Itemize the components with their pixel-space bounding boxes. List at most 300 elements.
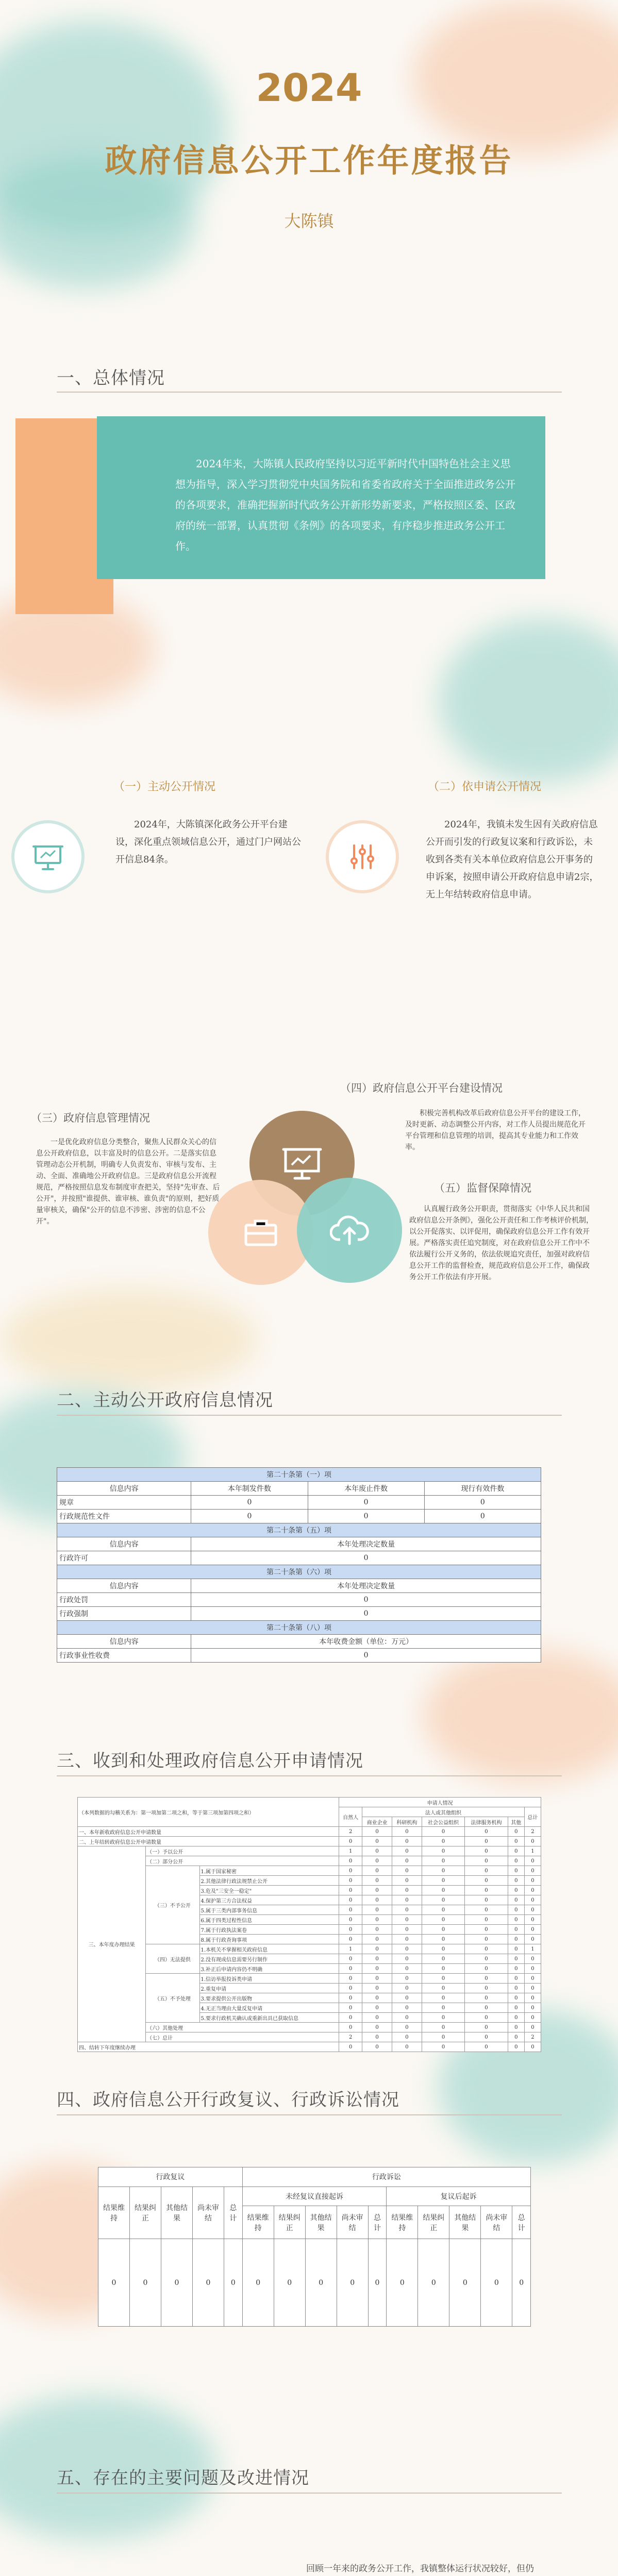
table-band: 第二十条第（一）项 <box>57 1468 541 1482</box>
table-cell: 0 <box>465 1944 508 1954</box>
table-cell: 0 <box>339 1886 362 1895</box>
table-header: 尚未审结 <box>481 2206 512 2239</box>
table-cell: 0 <box>422 1895 464 1905</box>
table-cell: 0 <box>422 1974 464 1984</box>
table-cell: 0 <box>465 1856 508 1866</box>
table-cell: 行政事业性收费 <box>57 1649 191 1663</box>
table-header: 结果纠正 <box>418 2206 449 2239</box>
table-cell: 1 <box>524 1944 541 1954</box>
section-4-title: 四、政府信息公开行政复议、行政诉讼情况 <box>57 2090 399 2110</box>
table-cell: 0 <box>422 1846 464 1856</box>
table-cell: 0 <box>422 2003 464 2013</box>
table-cell: 0 <box>308 1496 424 1510</box>
section-5-title: 五、存在的主要问题及改进情况 <box>57 2468 309 2488</box>
table-cell: 0 <box>392 1925 422 1935</box>
table-cell: 0 <box>512 2239 531 2327</box>
table-cell: 0 <box>392 1876 422 1886</box>
table-row <box>78 2032 541 2042</box>
table-cell: 0 <box>508 1984 524 1993</box>
table-cell: 0 <box>191 1593 541 1607</box>
table-band: 第二十条第（六）项 <box>57 1565 541 1579</box>
table-cell: 0 <box>508 1876 524 1886</box>
table-cell: 0 <box>424 1510 541 1523</box>
table-cell: 0 <box>392 1846 422 1856</box>
row-group-label: 三、本年度办理结果 <box>78 1846 146 2042</box>
table-header: 总计 <box>224 2187 243 2239</box>
table-header: 社会公益组织 <box>422 1817 464 1827</box>
table-cell: 行政处罚 <box>57 1593 191 1607</box>
table-cell: 0 <box>465 1846 508 1856</box>
table-header: 总计 <box>512 2206 531 2239</box>
table-cell: 1 <box>524 1846 541 1856</box>
table-cell: 0 <box>422 2032 464 2042</box>
table-cell: （七）总计 <box>146 2032 339 2042</box>
table-cell: 0 <box>465 1984 508 1993</box>
table-cell: 0 <box>422 1915 464 1925</box>
table-cell: 0 <box>465 1993 508 2003</box>
table-cell: 0 <box>465 2023 508 2032</box>
table-cell: 0 <box>524 1886 541 1895</box>
table-cell: 0 <box>508 1895 524 1905</box>
watercolor-blob <box>0 1288 258 1391</box>
table-cell: 0 <box>422 2042 464 2052</box>
table-cell: 0 <box>392 1915 422 1925</box>
table-cell: 0 <box>392 2023 422 2032</box>
table-cell: 0 <box>422 1984 464 1993</box>
table-row <box>78 1856 541 1866</box>
table-cell: 0 <box>362 1974 392 1984</box>
table-header: 总计 <box>524 1807 541 1827</box>
table-cell: （二）部分公开 <box>146 1856 339 1866</box>
table-cell: 0 <box>191 1607 541 1621</box>
report-year: 2024 <box>256 66 362 110</box>
table-cell: 0 <box>392 1984 422 1993</box>
table-cell: 一、本年新收政府信息公开申请数量 <box>78 1827 339 1837</box>
table-cell: 2.没有现成信息需要另行制作 <box>199 1954 339 1964</box>
table-cell: 0 <box>339 1954 362 1964</box>
table-cell: 0 <box>191 1510 308 1523</box>
table-header: 信息内容 <box>57 1635 191 1649</box>
table-cell: 0 <box>422 1876 464 1886</box>
layers-graphic <box>57 2571 258 2576</box>
table-cell: 1.本机关不掌握相关政府信息 <box>199 1944 339 1954</box>
problems-text: 回顾一年来的政务公开工作，我镇整体运行状况较好，但仍 <box>306 2564 534 2574</box>
table-cell: 行政许可 <box>57 1551 191 1565</box>
table-cell: 0 <box>508 2003 524 2013</box>
table-cell: 0 <box>242 2239 274 2327</box>
table-cell: 0 <box>422 1856 464 1866</box>
table-cell: 0 <box>508 1846 524 1856</box>
sub4-title: （四）政府信息公开平台建设情况 <box>340 1082 503 1094</box>
divider <box>57 1775 562 1776</box>
table-cell: 行政规范性文件 <box>57 1510 191 1523</box>
table-header: 结果维持 <box>98 2187 130 2239</box>
table-cell: 0 <box>392 1905 422 1915</box>
table-cell: 0 <box>508 1964 524 1974</box>
table-cell: 3.要求提供公开出版物 <box>199 1993 339 2003</box>
table-cell: 0 <box>465 1915 508 1925</box>
table-header: 科研机构 <box>392 1817 422 1827</box>
table-cell: 0 <box>422 1905 464 1915</box>
table-cell: 0 <box>339 2013 362 2023</box>
table-cell: 0 <box>392 1837 422 1846</box>
table-cell: 0 <box>465 2032 508 2042</box>
table-cell: 0 <box>392 1993 422 2003</box>
table-cell: 0 <box>524 1935 541 1944</box>
table-cell: 0 <box>339 2003 362 2013</box>
table-header: 申请人情况 <box>339 1798 541 1807</box>
table-cell: 1.信访举报投诉类申请 <box>199 1974 339 1984</box>
table-cell: 行政强制 <box>57 1607 191 1621</box>
table-cell: 0 <box>422 1827 464 1837</box>
table-cell: 0 <box>422 1935 464 1944</box>
table-cell: 0 <box>362 1964 392 1974</box>
table-cell: 0 <box>465 1895 508 1905</box>
table-cell: 7.属于行政执法案卷 <box>199 1925 339 1935</box>
table-cell: 0 <box>465 1876 508 1886</box>
table-cell: 0 <box>130 2239 161 2327</box>
table-cell: 5.要求行政机关确认或重新出具已获取信息 <box>199 2013 339 2023</box>
table-cell: 0 <box>368 2239 387 2327</box>
table-cell: 0 <box>387 2239 418 2327</box>
table-header: 结果维持 <box>242 2206 274 2239</box>
table-cell: 0 <box>392 1954 422 1964</box>
sub2-text: 2024年，我镇未发生因有关政府信息公开而引发的行政复议案和行政诉讼，未收到各类有关本单位政府信息公开事务的申诉案，按照申请公开政府信息申请2宗，无上年结转政府信息申请。 <box>426 819 599 900</box>
table-cell: 0 <box>524 1974 541 1984</box>
table-cell: 0 <box>362 1876 392 1886</box>
table-cell: 0 <box>508 1954 524 1964</box>
table-cell: 0 <box>508 2032 524 2042</box>
table-cell: 0 <box>339 1974 362 1984</box>
table-cell: 四、结转下年度继续办理 <box>78 2042 339 2052</box>
table-header: 本年废止件数 <box>308 1482 424 1496</box>
cloud-upload-icon <box>297 1178 402 1283</box>
table-cell: 0 <box>508 1925 524 1935</box>
sub3-title: （三）政府信息管理情况 <box>31 1112 150 1124</box>
table-cell: 0 <box>508 1935 524 1944</box>
table-header: 本年处理决定数量 <box>191 1579 541 1593</box>
table-cell: 0 <box>508 2042 524 2052</box>
table-cell: 0 <box>305 2239 337 2327</box>
table-row <box>78 1827 541 1837</box>
table-cell: 0 <box>508 1866 524 1876</box>
table-cell: 0 <box>392 1935 422 1944</box>
table-cell: 3.危及"三安全一稳定" <box>199 1886 339 1895</box>
table-cell: 0 <box>524 2023 541 2032</box>
table-cell: 0 <box>362 1866 392 1876</box>
table-cell: 6.属于四类过程性信息 <box>199 1915 339 1925</box>
table-cell: 2 <box>339 2032 362 2042</box>
sub2-title: （二）依申请公开情况 <box>428 781 542 793</box>
table-cell: 0 <box>362 1954 392 1964</box>
table-cell: 0 <box>465 2042 508 2052</box>
table-cell: 0 <box>339 1837 362 1846</box>
table-cell: 0 <box>339 1905 362 1915</box>
table-cell: 0 <box>465 1905 508 1915</box>
table-cell: 0 <box>337 2239 368 2327</box>
table-cell: 0 <box>392 1964 422 1974</box>
report-title: 政府信息公开工作年度报告 <box>105 142 513 179</box>
table-cell: 0 <box>392 1974 422 1984</box>
table-cell: 0 <box>465 1866 508 1876</box>
table-cell: 0 <box>465 2013 508 2023</box>
intro-text: 2024年来，大陈镇人民政府坚持以习近平新时代中国特色社会主义思想为指导，深入学习贯彻党中央国务院和省委省政府关于全面推进政务公开的各项要求，准确把握新时代政务公开新形势新要求，严格按照区委、区政府的统一部署，认真贯彻《条例》的各项要求，有序稳步推进政务公开工作。 <box>175 457 515 552</box>
watercolor-blob <box>438 618 618 783</box>
row-subgroup-label: （五）不予处理 <box>146 1974 199 2023</box>
table-cell: 0 <box>392 1895 422 1905</box>
table-cell: 0 <box>161 2239 193 2327</box>
table-cell: 0 <box>362 1837 392 1846</box>
table-cell: 4.保护第三方合法权益 <box>199 1895 339 1905</box>
table-cell: 0 <box>362 1905 392 1915</box>
table-cell: 0 <box>508 1974 524 1984</box>
table-cell: （一）予以公开 <box>146 1846 339 1856</box>
table-cell: 0 <box>465 1964 508 1974</box>
table-cell: 4.无正当理由大量反复申请 <box>199 2003 339 2013</box>
table-cell: 0 <box>274 2239 305 2327</box>
table-cell: 0 <box>362 1886 392 1895</box>
table-cell: 0 <box>508 1944 524 1954</box>
table-cell: 0 <box>191 1551 541 1565</box>
table-header: 复议后起诉 <box>387 2187 531 2206</box>
table-cell: 0 <box>339 1993 362 2003</box>
table-header: 法律服务机构 <box>465 1817 508 1827</box>
table-cell: 0 <box>422 1925 464 1935</box>
table-band: 第二十条第（八）项 <box>57 1621 541 1635</box>
table-cell: 0 <box>362 2003 392 2013</box>
table-row <box>78 1846 541 1856</box>
table-cell: 0 <box>524 1905 541 1915</box>
table-header: 本年处理决定数量 <box>191 1537 541 1551</box>
table-cell: 0 <box>422 1837 464 1846</box>
table-cell: 0 <box>508 2023 524 2032</box>
table-cell: 0 <box>524 1876 541 1886</box>
table-cell: 0 <box>392 2032 422 2042</box>
table-cell: 0 <box>339 2023 362 2032</box>
table-cell: 0 <box>392 1827 422 1837</box>
table-cell: 0 <box>339 1935 362 1944</box>
table-cell: 0 <box>362 2042 392 2052</box>
table-cell: 0 <box>524 1925 541 1935</box>
table-cell: 0 <box>524 1856 541 1866</box>
table-cell: 0 <box>362 2032 392 2042</box>
table-cell: 0 <box>362 2023 392 2032</box>
table-cell: 0 <box>339 1984 362 1993</box>
table-cell: 0 <box>392 2003 422 2013</box>
table-header: 其他结果 <box>449 2206 481 2239</box>
table-cell: 0 <box>524 2013 541 2023</box>
table-header: 总计 <box>368 2206 387 2239</box>
table-cell: 3.补正后申请内容仍不明确 <box>199 1964 339 1974</box>
table-cell: 0 <box>508 1993 524 2003</box>
table-cell: 0 <box>424 1496 541 1510</box>
table-header: 其他结果 <box>305 2206 337 2239</box>
table-cell: 0 <box>422 1866 464 1876</box>
table-header: 尚未审结 <box>337 2206 368 2239</box>
table-cell: 0 <box>481 2239 512 2327</box>
row-subgroup-label: （三）不予公开 <box>146 1866 199 1944</box>
table-cell: 0 <box>508 1886 524 1895</box>
table-cell: 0 <box>392 1866 422 1876</box>
table-cell: 0 <box>465 1974 508 1984</box>
table-header: 结果维持 <box>387 2206 418 2239</box>
table-cell: 0 <box>362 1925 392 1935</box>
table-cell: 0 <box>422 1944 464 1954</box>
table-cell: 0 <box>362 1935 392 1944</box>
table-row <box>78 1974 541 1984</box>
table-header: 行政诉讼 <box>242 2167 530 2187</box>
table-cell: 0 <box>339 2042 362 2052</box>
table-cell: 0 <box>339 1895 362 1905</box>
table-header: 结果纠正 <box>274 2206 305 2239</box>
table-cell: 规章 <box>57 1496 191 1510</box>
table-cell: 0 <box>98 2239 130 2327</box>
table-cell: 0 <box>524 1954 541 1964</box>
table-cell: 二、上年结转政府信息公开申请数量 <box>78 1837 339 1846</box>
table-cell: 2 <box>524 1827 541 1837</box>
table-header: 自然人 <box>339 1807 362 1827</box>
sub1-title: （一）主动公开情况 <box>113 781 216 793</box>
table-cell: 0 <box>362 1827 392 1837</box>
section-3-title: 三、收到和处理政府信息公开申请情况 <box>57 1751 363 1771</box>
table-cell: 0 <box>465 1954 508 1964</box>
table-cell: 5.属于三类内部事务信息 <box>199 1905 339 1915</box>
table-cell: 0 <box>308 1510 424 1523</box>
table-cell: 0 <box>422 2023 464 2032</box>
table-cell: 0 <box>224 2239 243 2327</box>
table-cell: 0 <box>465 1886 508 1895</box>
sub3-text: 一是优化政府信息分类整合，聚焦人民群众关心的信息公开政府信息，以丰富及时的信息公开。二是落实信息管理动态公开机制，明确专人负责发布、审核与发布、主动、全面、准确地公开政府信息。三是政府信息公开流程规范，严格按照信息发布制度审查把关，坚持"先审查、后公开"，并按照"谁提供、谁审核、谁负责"的原则，把好质量审核关，确保"公开的信息不涉密、涉密的信息不公开"。 <box>36 1138 220 1226</box>
table-cell: 1.属于国家秘密 <box>199 1866 339 1876</box>
table-header: 现行有效件数 <box>424 1482 541 1496</box>
table-cell: 0 <box>465 1827 508 1837</box>
table-header: 其他结果 <box>161 2187 193 2239</box>
divider <box>57 2114 562 2115</box>
review-suit-table <box>98 2167 531 2327</box>
table-cell: （六）其他处理 <box>146 2023 339 2032</box>
table-header: 尚未审结 <box>193 2187 224 2239</box>
watercolor-blob <box>423 1649 618 1783</box>
table-cell: 0 <box>524 1964 541 1974</box>
table-cell: 0 <box>508 2013 524 2023</box>
table-cell: 0 <box>392 1886 422 1895</box>
table-cell: 0 <box>524 1895 541 1905</box>
table-header: 信息内容 <box>57 1537 191 1551</box>
divider <box>57 392 562 393</box>
sub5-title: （五）监督保障情况 <box>434 1182 531 1194</box>
table-header: 其他 <box>508 1817 524 1827</box>
table-cell: 0 <box>422 1964 464 1974</box>
table-cell: 0 <box>422 1954 464 1964</box>
table-cell: 0 <box>362 1984 392 1993</box>
table-cell: 0 <box>524 1993 541 2003</box>
table-cell: 0 <box>465 2003 508 2013</box>
table-row <box>78 1944 541 1954</box>
presentation-icon <box>11 820 85 893</box>
table-cell: 0 <box>392 1856 422 1866</box>
table-row <box>78 1866 541 1876</box>
table-cell: 0 <box>362 1915 392 1925</box>
table-cell: 0 <box>422 1886 464 1895</box>
table-cell: 2.其他法律行政法规禁止公开 <box>199 1876 339 1886</box>
table-cell: 0 <box>362 1993 392 2003</box>
table-cell: 0 <box>422 2013 464 2023</box>
table-cell: 0 <box>193 2239 224 2327</box>
table-cell: 0 <box>339 1964 362 1974</box>
table-cell: 0 <box>524 1984 541 1993</box>
table-cell: 2 <box>524 2032 541 2042</box>
table-cell: 0 <box>508 1856 524 1866</box>
table-cell: 0 <box>524 1837 541 1846</box>
sub4-text: 积极完善机构改革后政府信息公开平台的建设工作，及时更新、动态调整公开内容，对工作人员提出规范化开平台管理和信息管理的培训，提高其专业能力和工作效率。 <box>405 1109 586 1151</box>
table-cell: 0 <box>339 1876 362 1886</box>
section-2-title: 二、主动公开政府信息情况 <box>57 1390 273 1411</box>
table-cell: 0 <box>508 1837 524 1846</box>
table-row <box>78 2042 541 2052</box>
table-header: 法人或其他组织 <box>362 1807 525 1817</box>
table-cell: 0 <box>465 1935 508 1944</box>
divider <box>57 1415 562 1416</box>
table-cell: 0 <box>524 1915 541 1925</box>
table-header: 结果纠正 <box>130 2187 161 2239</box>
table-cell: 0 <box>524 2003 541 2013</box>
table-cell: 0 <box>418 2239 449 2327</box>
table-header: 信息内容 <box>57 1482 191 1496</box>
table-corner: （本列数据的勾稽关系为：第一项加第二项之和，等于第三项加第四项之和） <box>78 1798 339 1827</box>
table-header: 商业企业 <box>362 1817 392 1827</box>
table-cell: 0 <box>362 1846 392 1856</box>
table-cell: 0 <box>508 1905 524 1915</box>
table-cell: 0 <box>392 2042 422 2052</box>
table-cell: 0 <box>465 1925 508 1935</box>
table-cell: 0 <box>508 1827 524 1837</box>
table-cell: 0 <box>339 1915 362 1925</box>
active-disclosure-table <box>57 1467 541 1663</box>
table-row <box>78 1837 541 1846</box>
table-cell: 0 <box>362 1856 392 1866</box>
table-row <box>78 2023 541 2032</box>
table-cell: 0 <box>392 1944 422 1954</box>
table-cell: 2.重复申请 <box>199 1984 339 1993</box>
sub5-text: 认真履行政务公开职责，贯彻落实《中华人民共和国政府信息公开条例》，强化公开责任和工作考核评价机制，以公开促落实、以评促用，确保政府信息公开工作有效开展。严格落实责任追究制度，对在政府信息公开工作中不依法履行公开义务的，依法依规追究责任，加强对政府信息公开工作的监督检查，规范政府信息公开工作，确保政务公开工作依法有序开展。 <box>409 1205 593 1281</box>
section-1-title: 一、总体情况 <box>57 368 165 388</box>
table-cell: 0 <box>191 1649 541 1663</box>
table-cell: 2 <box>339 1827 362 1837</box>
town-name: 大陈镇 <box>284 211 334 231</box>
table-header: 行政复议 <box>98 2167 243 2187</box>
table-cell: 0 <box>465 1837 508 1846</box>
application-table <box>77 1797 541 2052</box>
table-cell: 0 <box>449 2239 481 2327</box>
equalizer-icon <box>326 820 399 893</box>
table-header: 未经复议直接起诉 <box>242 2187 387 2206</box>
row-subgroup-label: （四）无法提供 <box>146 1944 199 1974</box>
table-cell: 0 <box>508 1915 524 1925</box>
table-cell: 0 <box>362 1895 392 1905</box>
table-cell: 1 <box>339 1846 362 1856</box>
table-cell: 8.属于行政查询事项 <box>199 1935 339 1944</box>
table-header: 本年收费金额（单位：万元） <box>191 1635 541 1649</box>
table-cell: 0 <box>339 1856 362 1866</box>
table-header: 信息内容 <box>57 1579 191 1593</box>
table-cell: 0 <box>362 1944 392 1954</box>
table-cell: 0 <box>392 2013 422 2023</box>
table-cell: 1 <box>339 1944 362 1954</box>
table-cell: 0 <box>422 1993 464 2003</box>
table-cell: 0 <box>191 1496 308 1510</box>
divider <box>57 2493 562 2494</box>
table-cell: 0 <box>524 2042 541 2052</box>
